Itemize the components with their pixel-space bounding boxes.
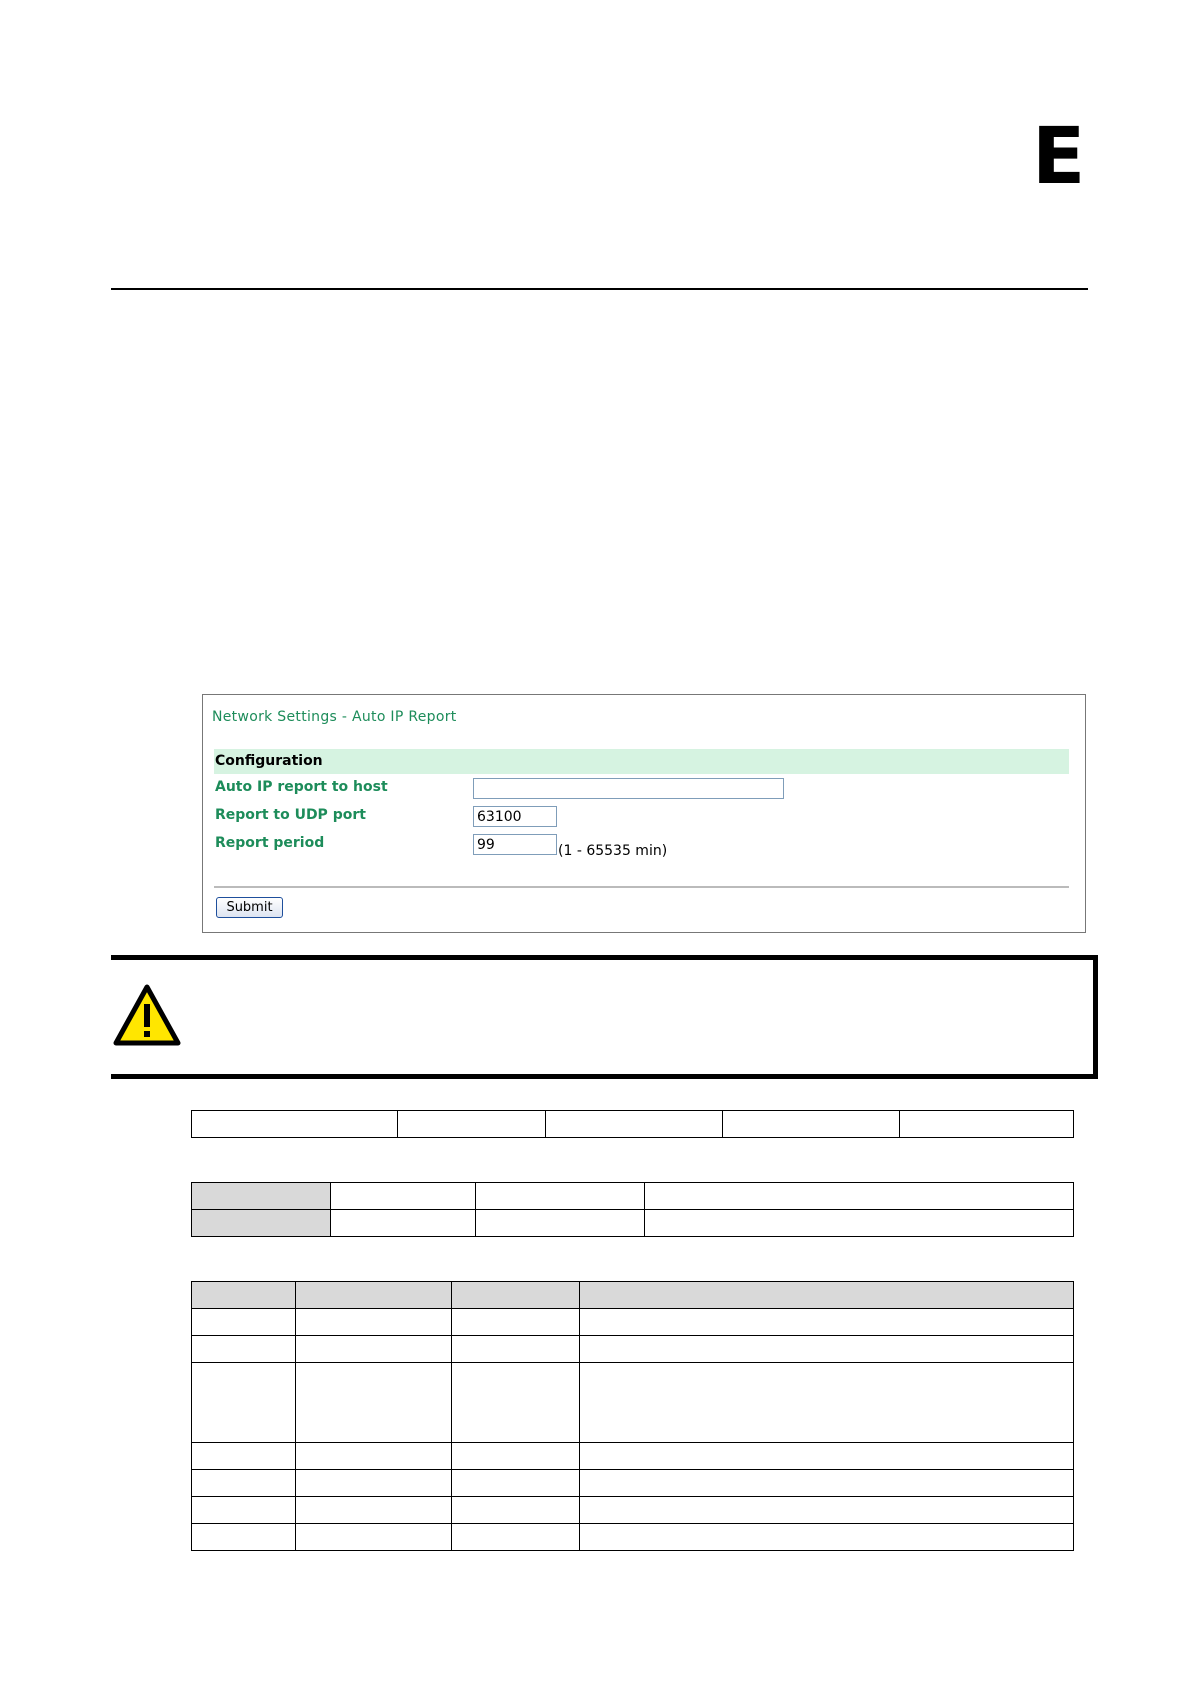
table-row	[192, 1183, 1074, 1210]
table-row	[192, 1111, 1074, 1138]
table-cell	[580, 1524, 1074, 1551]
report-period-input[interactable]	[473, 834, 557, 855]
table-row	[192, 1210, 1074, 1237]
table-row	[192, 1336, 1074, 1363]
table-cell	[580, 1363, 1074, 1443]
table-cell	[900, 1111, 1074, 1138]
table-cell	[192, 1443, 296, 1470]
table-cell	[723, 1111, 900, 1138]
table-row	[192, 1363, 1074, 1443]
table-row	[192, 1524, 1074, 1551]
table-cell	[476, 1210, 645, 1237]
table-header-cell	[192, 1282, 296, 1309]
table-row-header	[192, 1183, 331, 1210]
table-cell	[296, 1497, 452, 1524]
table-2	[191, 1182, 1074, 1237]
table-cell	[580, 1443, 1074, 1470]
form-separator	[214, 886, 1069, 888]
table-cell	[192, 1336, 296, 1363]
configuration-header	[214, 749, 1069, 774]
table-cell	[476, 1183, 645, 1210]
table-cell	[398, 1111, 546, 1138]
table-cell	[192, 1497, 296, 1524]
table-cell	[296, 1363, 452, 1443]
table-cell	[580, 1497, 1074, 1524]
table-cell	[645, 1183, 1074, 1210]
table-cell	[452, 1336, 580, 1363]
table-cell	[452, 1497, 580, 1524]
table-cell	[192, 1470, 296, 1497]
table-cell	[296, 1470, 452, 1497]
table-cell	[452, 1309, 580, 1336]
table-cell	[645, 1210, 1074, 1237]
table-cell	[192, 1111, 398, 1138]
auto-ip-report-screenshot	[202, 694, 1086, 933]
attention-box	[111, 955, 1098, 1079]
table-row-header	[192, 1210, 331, 1237]
table-cell	[580, 1470, 1074, 1497]
table-header-row	[192, 1282, 1074, 1309]
auto-ip-report-host-input[interactable]	[473, 778, 784, 799]
table-cell	[452, 1363, 580, 1443]
table-cell	[452, 1524, 580, 1551]
table-cell	[452, 1443, 580, 1470]
table-cell	[331, 1183, 476, 1210]
table-row	[192, 1443, 1074, 1470]
configuration-header-label: Configuration	[215, 753, 323, 769]
table-cell	[296, 1443, 452, 1470]
table-cell	[331, 1210, 476, 1237]
appendix-letter: E	[1032, 112, 1086, 202]
title-rule	[111, 288, 1088, 290]
table-cell	[580, 1309, 1074, 1336]
table-header-cell	[296, 1282, 452, 1309]
table-cell	[296, 1524, 452, 1551]
table-3	[191, 1281, 1074, 1551]
page-title: Network Settings - Auto IP Report	[212, 709, 457, 725]
table-row	[192, 1470, 1074, 1497]
table-cell	[296, 1336, 452, 1363]
table-cell	[546, 1111, 723, 1138]
submit-button[interactable]: Submit	[216, 897, 283, 918]
table-cell	[452, 1470, 580, 1497]
udp-port-label: Report to UDP port	[215, 807, 366, 823]
report-period-label: Report period	[215, 835, 325, 851]
auto-ip-report-host-label: Auto IP report to host	[215, 779, 388, 795]
table-cell	[192, 1309, 296, 1336]
udp-port-input[interactable]	[473, 806, 557, 827]
table-row	[192, 1497, 1074, 1524]
report-period-range-hint: (1 - 65535 min)	[558, 843, 668, 859]
table-row	[192, 1309, 1074, 1336]
table-1	[191, 1110, 1074, 1138]
warning-triangle-icon	[113, 983, 181, 1051]
table-cell	[192, 1524, 296, 1551]
table-cell	[580, 1336, 1074, 1363]
table-header-cell	[580, 1282, 1074, 1309]
table-cell	[192, 1363, 296, 1443]
table-cell	[296, 1309, 452, 1336]
table-header-cell	[452, 1282, 580, 1309]
